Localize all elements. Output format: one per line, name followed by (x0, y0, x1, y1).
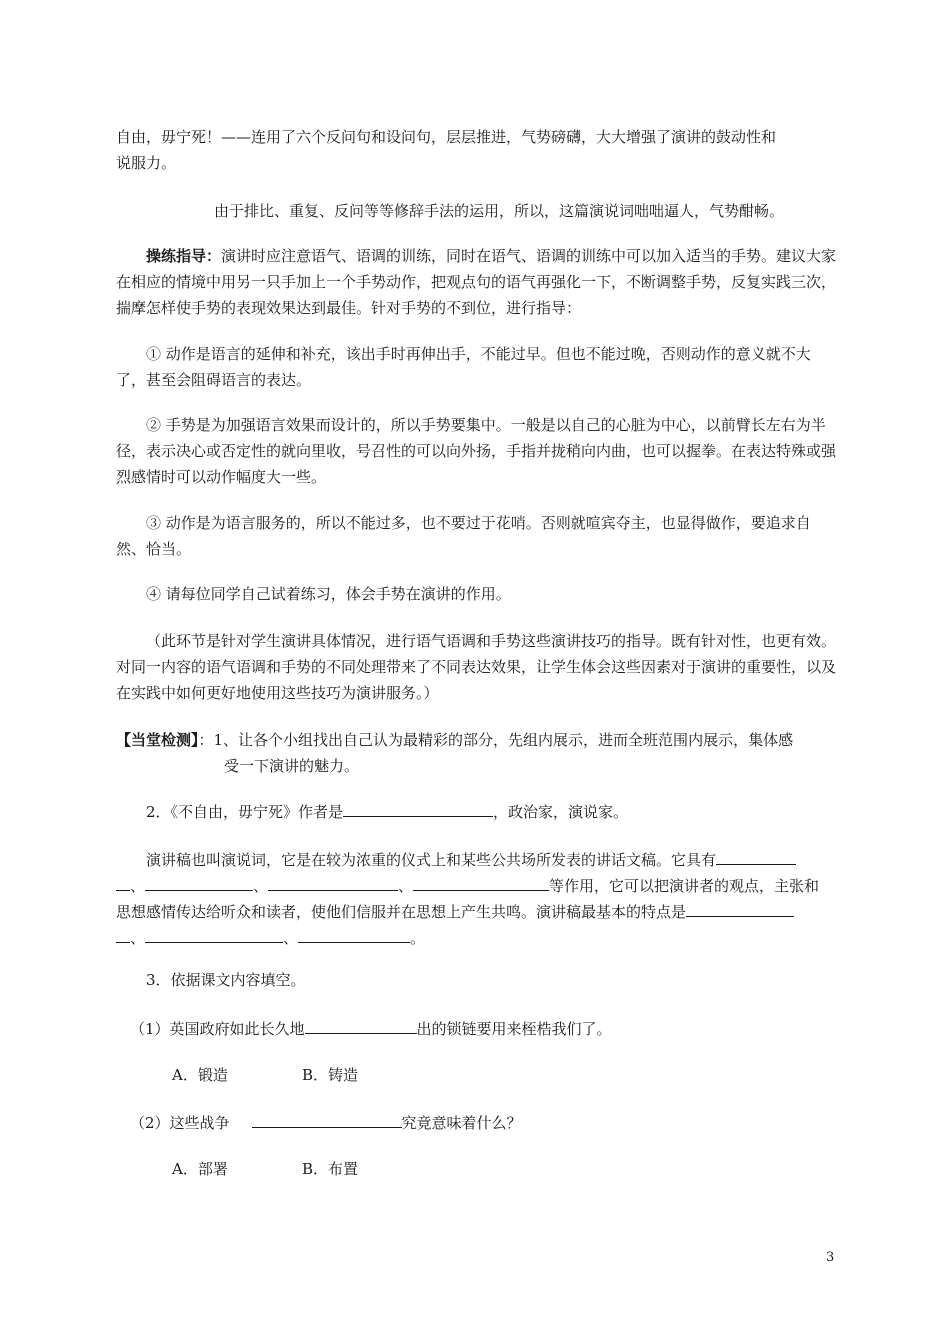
question-1-options (172, 1062, 838, 1088)
question-1 (130, 1016, 838, 1042)
answer-blank-q2[interactable] (252, 1111, 402, 1128)
question-1-tail: 出的锁链要用来桎梏我们了。 (416, 1020, 612, 1038)
separator: 、 (130, 877, 146, 895)
question-1-text: （1）英国政府如此长久地 (130, 1020, 305, 1038)
guidance-paragraph (116, 243, 838, 321)
page-number: 3 (826, 1250, 835, 1265)
check-item-1 (116, 727, 838, 779)
speech-line-2: 等作用，它可以把演讲者的观点，主张和 (549, 877, 820, 895)
guidance-point-4: ④ 请每位同学自己试着练习，体会手势在演讲的作用。 (146, 585, 511, 603)
separator: 、 (253, 877, 269, 895)
guidance-text: 演讲时应注意语气、语调的训练，同时在语气、语调的训练中可以加入适当的手势。建议大家在相应的情境中用另一只手加上一个手势动作，把观点句的语气再强化一下，不断调整手势，反复实践三次，揣摩怎样使手势的表现效果达到最佳。针对手势的不到位，进行指导： (116, 247, 837, 317)
answer-blank-effect-2[interactable] (145, 874, 253, 891)
answer-blank-feature-2[interactable] (145, 926, 283, 943)
intro-line-1: 自由，毋宁死！——连用了六个反问句和设问句，层层推进，气势磅礴，大大增强了演讲的鼓动性和 (116, 128, 777, 146)
guidance-point-3: ③ 动作是为语言服务的，所以不能过多，也不要过于花哨。否则就喧宾夺主，也显得做作，要追求自然、恰当。 (116, 514, 811, 558)
check-item-2-tail: ，政治家，演说家。 (493, 803, 629, 821)
check-item-3: 3．依据课文内容填空。 (146, 971, 306, 989)
answer-blank-q1[interactable] (305, 1017, 417, 1034)
summary-paragraph: 由于排比、重复、反问等等修辞手法的运用，所以，这篇演说词咄咄逼人，气势酣畅。 (214, 202, 785, 220)
guidance-point-2: ② 手势是为加强语言效果而设计的，所以手势要集中。一般是以自己的心脏为中心，以前臂长左右为半径，表示决心或否定性的就向里收，号召性的可以向外扬，手指并拢稍向内曲，也可以握拳。在表达特殊或强烈感情时可以动作幅度大一些。 (116, 416, 837, 486)
check-item-2-text: 2．《不自由，毋宁死》作者是 (146, 803, 344, 821)
separator: 、 (130, 929, 146, 947)
option-q2-a[interactable]: A．部署 (172, 1160, 228, 1178)
check-label: 【当堂检测】 (116, 731, 199, 749)
answer-blank-effect-1[interactable] (716, 848, 796, 865)
option-q1-a[interactable]: A．锻造 (172, 1066, 228, 1084)
guidance-point-1: ① 动作是语言的延伸和补充，该出手时再伸出手，不能过早。但也不能过晚，否则动作的意义就不大了，甚至会阻碍语言的表达。 (116, 345, 811, 389)
answer-blank-feature-3[interactable] (298, 926, 410, 943)
guidance-note: （此环节是针对学生演讲具体情况，进行语气语调和手势这些演讲技巧的指导。既有针对性，也更有效。对同一内容的语气语调和手势的不同处理带来了不同表达效果，让学生体会这些因素对于演讲的重要性，以及在实践中如何更好地使用这些技巧为演讲服务。） (116, 632, 837, 702)
separator: 、 (398, 877, 414, 895)
intro-paragraph (116, 124, 838, 176)
check-item-1-line-2: 受一下演讲的魅力。 (224, 757, 360, 775)
separator: 、 (283, 929, 299, 947)
answer-blank-feature-1-cont[interactable] (116, 926, 130, 943)
check-item-2 (146, 799, 838, 825)
speech-line-1: 演讲稿也叫演说词，它是在较为浓重的仪式上和某些公共场所发表的讲话文稿。它具有 (146, 851, 717, 869)
question-2-text: （2）这些战争 (130, 1114, 230, 1132)
question-2-tail: 究竟意味着什么？ (401, 1114, 522, 1132)
question-2-options (172, 1156, 838, 1182)
answer-blank-effect-1-cont[interactable] (116, 874, 130, 891)
speech-paragraph (116, 847, 838, 951)
answer-blank-effect-4[interactable] (413, 874, 549, 891)
question-2 (130, 1110, 838, 1136)
speech-line-3: 思想感情传达给听众和读者，使他们信服并在思想上产生共鸣。演讲稿最基本的特点是 (116, 903, 687, 921)
answer-blank-feature-1[interactable] (686, 900, 794, 917)
answer-blank-author[interactable] (343, 800, 493, 817)
option-q1-b[interactable]: B．铸造 (302, 1066, 359, 1084)
check-item-1-line-1: ：1、让各个小组找出自己认为最精彩的部分，先组内展示，进而全班范围内展示，集体感 (198, 731, 794, 749)
intro-line-2: 说服力。 (116, 154, 177, 172)
option-q2-b[interactable]: B．布置 (302, 1160, 359, 1178)
period: 。 (410, 929, 426, 947)
answer-blank-effect-3[interactable] (268, 874, 398, 891)
guidance-label: 操练指导： (146, 247, 222, 265)
